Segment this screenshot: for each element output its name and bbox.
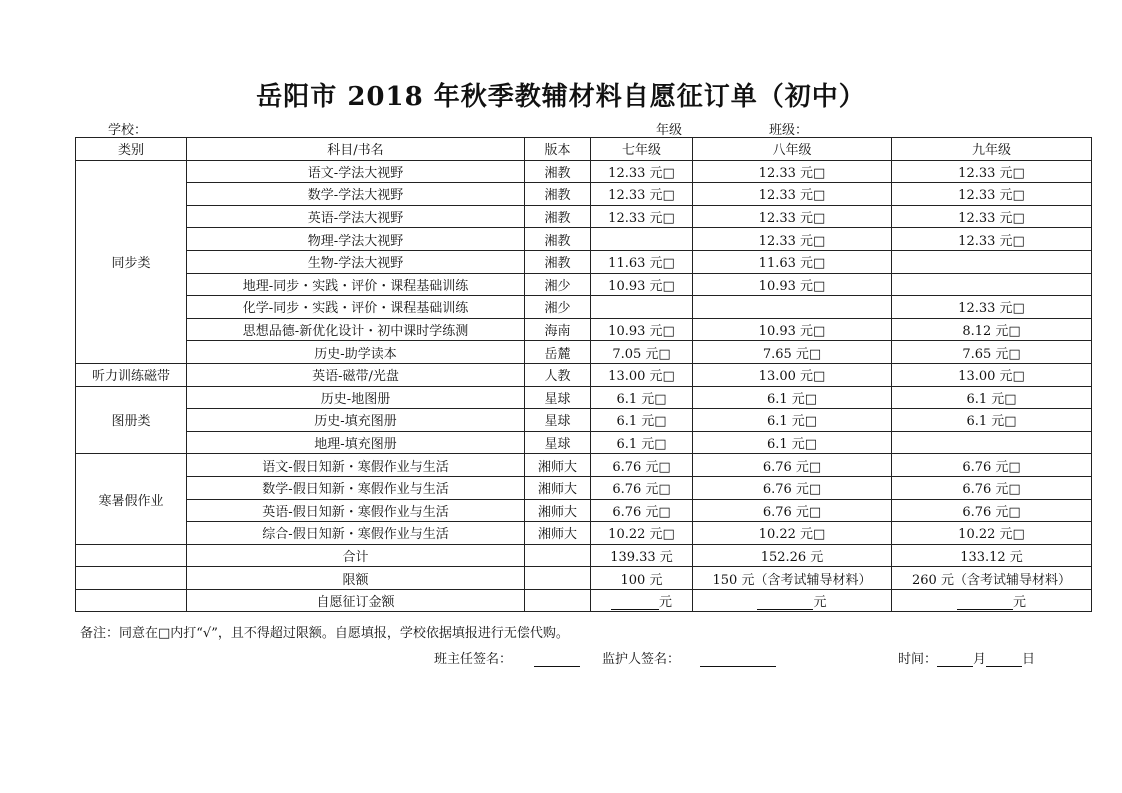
grade9-price[interactable]: 12.33 元□	[892, 205, 1092, 228]
table-row	[76, 454, 1092, 477]
grade9-price[interactable]: 12.33 元□	[892, 183, 1092, 206]
header-grade8: 八年级	[693, 138, 892, 161]
grade7-price[interactable]: 6.1 元□	[591, 409, 693, 432]
edition: 湘教	[525, 160, 591, 183]
empty-cell	[525, 544, 591, 567]
edition: 海南	[525, 318, 591, 341]
self-amount-row	[76, 589, 1092, 612]
book-name: 历史-助学读本	[187, 341, 525, 364]
grade9-price[interactable]: 12.33 元□	[892, 160, 1092, 183]
grade7-price[interactable]: 6.1 元□	[591, 431, 693, 454]
limit-grade7: 100 元	[591, 567, 693, 590]
header-grade9: 九年级	[892, 138, 1092, 161]
book-name: 语文-假日知新・寒假作业与生活	[187, 454, 525, 477]
grade8-price[interactable]: 6.76 元□	[693, 476, 892, 499]
grade8-price[interactable]: 12.33 元□	[693, 228, 892, 251]
grade9-price[interactable]: 6.76 元□	[892, 476, 1092, 499]
table-row	[76, 363, 1092, 386]
grade7-price[interactable]: 12.33 元□	[591, 160, 693, 183]
book-name: 生物-学法大视野	[187, 250, 525, 273]
empty-cell	[76, 567, 187, 590]
amount-blank[interactable]	[957, 596, 1013, 610]
total-label: 合计	[187, 544, 525, 567]
grade7-price[interactable]: 7.05 元□	[591, 341, 693, 364]
self-amount-grade8[interactable]	[693, 589, 892, 612]
remark-note: 备注：同意在□内打“√”，且不得超过限额。自愿填报，学校依据填报进行无偿代购。	[80, 626, 569, 641]
header-grade7: 七年级	[591, 138, 693, 161]
table-row	[76, 431, 1092, 454]
table-row	[76, 318, 1092, 341]
book-name: 物理-学法大视野	[187, 228, 525, 251]
grade9-price[interactable]	[892, 431, 1092, 454]
page-title: 岳阳市 2018 年秋季教辅材料自愿征订单（初中）	[256, 82, 866, 112]
grade9-price[interactable]: 10.22 元□	[892, 522, 1092, 545]
category-cell: 听力训练磁带	[76, 363, 187, 386]
grade7-price[interactable]	[591, 228, 693, 251]
book-name: 综合-假日知新・寒假作业与生活	[187, 522, 525, 545]
header-subject: 科目/书名	[187, 138, 525, 161]
table-row	[76, 160, 1092, 183]
grade9-price[interactable]: 6.76 元□	[892, 499, 1092, 522]
table-row	[76, 341, 1092, 364]
yuan-suffix: 元	[1012, 595, 1026, 611]
edition: 湘师大	[525, 522, 591, 545]
grade9-price[interactable]	[892, 273, 1092, 296]
table-row	[76, 183, 1092, 206]
self-amount-grade7[interactable]	[591, 589, 693, 612]
empty-cell	[525, 567, 591, 590]
grade9-price[interactable]: 7.65 元□	[892, 341, 1092, 364]
table-row	[76, 409, 1092, 432]
guardian-signature-field[interactable]	[700, 653, 776, 667]
header-category: 类别	[76, 138, 187, 161]
grade9-price[interactable]: 6.76 元□	[892, 454, 1092, 477]
edition: 人教	[525, 363, 591, 386]
edition: 湘教	[525, 183, 591, 206]
edition: 星球	[525, 386, 591, 409]
table-row	[76, 522, 1092, 545]
grade9-price[interactable]: 6.1 元□	[892, 409, 1092, 432]
category-cell: 寒暑假作业	[76, 454, 187, 544]
book-name: 英语-磁带/光盘	[187, 363, 525, 386]
amount-blank[interactable]	[757, 596, 813, 610]
empty-cell	[76, 589, 187, 612]
table-row	[76, 499, 1092, 522]
edition: 湘师大	[525, 499, 591, 522]
table-row	[76, 386, 1092, 409]
book-name: 思想品德-新优化设计・初中课时学练测	[187, 318, 525, 341]
book-name: 地理-同步・实践・评价・课程基础训练	[187, 273, 525, 296]
limit-row	[76, 567, 1092, 590]
grade8-price[interactable]: 10.22 元□	[693, 522, 892, 545]
header-edition: 版本	[525, 138, 591, 161]
table-row	[76, 296, 1092, 319]
self-amount-label: 自愿征订金额	[187, 589, 525, 612]
grade7-price[interactable]: 13.00 元□	[591, 363, 693, 386]
edition: 湘教	[525, 205, 591, 228]
edition: 湘少	[525, 296, 591, 319]
grade8-price[interactable]: 6.1 元□	[693, 409, 892, 432]
day-field[interactable]	[986, 653, 1022, 667]
book-name: 英语-学法大视野	[187, 205, 525, 228]
total-grade8: 152.26 元	[693, 544, 892, 567]
time-label: 时间：	[898, 652, 938, 667]
guardian-signature	[602, 648, 776, 667]
grade8-price[interactable]: 12.33 元□	[693, 205, 892, 228]
edition: 星球	[525, 431, 591, 454]
month-field[interactable]	[937, 653, 973, 667]
grade7-price[interactable]: 12.33 元□	[591, 183, 693, 206]
grade8-price[interactable]: 10.93 元□	[693, 273, 892, 296]
table-row	[76, 228, 1092, 251]
guardian-signature-label: 监护人签名：	[602, 652, 681, 667]
grade9-price[interactable]: 13.00 元□	[892, 363, 1092, 386]
book-name: 数学-学法大视野	[187, 183, 525, 206]
grade8-price[interactable]: 6.1 元□	[693, 431, 892, 454]
yuan-suffix: 元	[658, 595, 672, 611]
grade9-price[interactable]: 8.12 元□	[892, 318, 1092, 341]
limit-label: 限额	[187, 567, 525, 590]
table-row	[76, 273, 1092, 296]
grade9-price[interactable]: 12.33 元□	[892, 296, 1092, 319]
grade9-price[interactable]: 6.1 元□	[892, 386, 1092, 409]
total-row	[76, 544, 1092, 567]
grade8-price[interactable]	[693, 296, 892, 319]
book-name: 地理-填充图册	[187, 431, 525, 454]
grade7-price[interactable]: 11.63 元□	[591, 250, 693, 273]
book-name: 化学-同步・实践・评价・课程基础训练	[187, 296, 525, 319]
table-row	[76, 476, 1092, 499]
grade7-price[interactable]: 10.93 元□	[591, 273, 693, 296]
edition: 湘师大	[525, 476, 591, 499]
grade8-price[interactable]: 6.76 元□	[693, 499, 892, 522]
grade7-price[interactable]: 6.1 元□	[591, 386, 693, 409]
grade9-price[interactable]	[892, 250, 1092, 273]
limit-grade9: 260 元（含考试辅导材料）	[892, 567, 1092, 590]
grade9-price[interactable]: 12.33 元□	[892, 228, 1092, 251]
day-label: 日	[1022, 652, 1036, 667]
grade7-price[interactable]: 12.33 元□	[591, 205, 693, 228]
teacher-signature-field[interactable]	[534, 653, 580, 667]
limit-grade8: 150 元（含考试辅导材料）	[693, 567, 892, 590]
grade7-price[interactable]: 6.76 元□	[591, 454, 693, 477]
class-label: 班级：	[769, 123, 809, 138]
category-cell: 同步类	[76, 160, 187, 363]
book-name: 英语-假日知新・寒假作业与生活	[187, 499, 525, 522]
edition: 湘教	[525, 250, 591, 273]
edition: 湘教	[525, 228, 591, 251]
total-grade7: 139.33 元	[591, 544, 693, 567]
grade8-price[interactable]: 6.1 元□	[693, 386, 892, 409]
grade8-price[interactable]: 13.00 元□	[693, 363, 892, 386]
grade7-price[interactable]	[591, 296, 693, 319]
grade7-price[interactable]: 6.76 元□	[591, 476, 693, 499]
grade8-price[interactable]: 6.76 元□	[693, 454, 892, 477]
teacher-signature	[434, 648, 580, 667]
header-row	[76, 138, 1092, 161]
order-table	[75, 137, 1092, 612]
amount-blank[interactable]	[611, 596, 659, 610]
yuan-suffix: 元	[813, 595, 827, 611]
edition: 岳麓	[525, 341, 591, 364]
month-label: 月	[973, 652, 987, 667]
date-field	[898, 648, 1035, 667]
empty-cell	[525, 589, 591, 612]
grade7-price[interactable]: 6.76 元□	[591, 499, 693, 522]
total-grade9: 133.12 元	[892, 544, 1092, 567]
book-name: 语文-学法大视野	[187, 160, 525, 183]
book-name: 数学-假日知新・寒假作业与生活	[187, 476, 525, 499]
category-cell: 图册类	[76, 386, 187, 454]
grade7-price[interactable]: 10.93 元□	[591, 318, 693, 341]
edition: 湘少	[525, 273, 591, 296]
table-row	[76, 205, 1092, 228]
table-row	[76, 250, 1092, 273]
grade8-price[interactable]: 11.63 元□	[693, 250, 892, 273]
grade8-price[interactable]: 12.33 元□	[693, 160, 892, 183]
book-name: 历史-填充图册	[187, 409, 525, 432]
empty-cell	[76, 544, 187, 567]
grade7-price[interactable]: 10.22 元□	[591, 522, 693, 545]
grade8-price[interactable]: 7.65 元□	[693, 341, 892, 364]
edition: 湘师大	[525, 454, 591, 477]
book-name: 历史-地图册	[187, 386, 525, 409]
self-amount-grade9[interactable]	[892, 589, 1092, 612]
grade8-price[interactable]: 12.33 元□	[693, 183, 892, 206]
school-label: 学校：	[108, 123, 148, 138]
grade8-price[interactable]: 10.93 元□	[693, 318, 892, 341]
edition: 星球	[525, 409, 591, 432]
grade-label: 年级	[656, 123, 683, 138]
teacher-signature-label: 班主任签名：	[434, 652, 513, 667]
